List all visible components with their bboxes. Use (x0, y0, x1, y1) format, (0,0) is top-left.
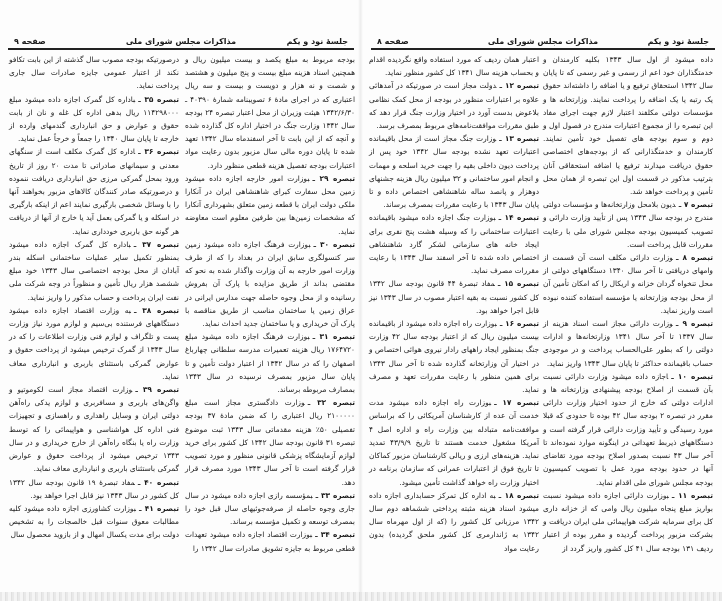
clause-paragraph (185, 396, 355, 488)
page-number: صفحه ۸ (377, 37, 409, 46)
page-8 (361, 0, 722, 601)
clause-number: تبصره ۴۱ ـ (138, 503, 180, 513)
clause-number: تبصره ۹ ـ (675, 319, 714, 329)
continued-paragraph (369, 53, 539, 79)
scan-artifact-strip (0, 592, 722, 601)
clause-number: تبصره ۱۴ ـ (498, 213, 540, 223)
clause-text: وزارت اقتصاد مجاز است لکوموتیو و واگن‌های باربری و مسافربری و لوازم یدکی راه‌آهن دولتی ایران و وسایل راهداری و راهسازی و تجهیزات فنی اداره کل هواشناسی و هواپیمائی را که توسط وزارت راه یا بنگاه راه‌آهن از خارج خریداری و در سال ۱۳۴۳ ترخیص میشود از پرداخت حقوق و عوارض گمرکی باستثنای باربری و انبارداری معاف نماید. (9, 385, 179, 474)
clause-text: مفاد تبصرهٔ ۴۴ قانون بودجه سال ۱۳۴۲ کل کشور نسبت به بقیه اعتبار مصوب در سال ۱۳۴۳ نیز قابل اجرا خواهد بود. (369, 279, 539, 315)
clause-number: تبصره ۱۸ ـ (498, 490, 540, 500)
continued-paragraph (9, 53, 179, 93)
clause-paragraph (543, 317, 713, 370)
clause-number: تبصره ۲۹ ـ (312, 173, 355, 183)
clause-text: به اداره کل تمرکز حسابداری اجازه داده میشود اسناد هزینه مثبته پرداختی ششماهه دوم سال ۱۳۴۲ مرزبانی کل کشور را (که از اول مهرماه سال ۱۳۴۲ به ژاندارمری کل کشور ملحق گردیده) بدون رعایت مواد (369, 490, 539, 553)
page-header (371, 36, 715, 50)
clause-number: تبصره ۳۲ ـ (307, 398, 356, 408)
clause-number: تبصره ۷ ـ (678, 200, 714, 210)
clause-text: بوزارت کشاورزی اجازه داده میشود کلیه مطالبات معوق سنوات قبل خالصجات را به تشخیص دولت برای مدت یکسال امهال و از بازوید محصول سال (9, 503, 179, 540)
clause-paragraph (185, 528, 355, 554)
clause-text: بمؤسسه رازی اجازه داده میشود در سال جاری وجوه حاصله از صرفه‌جوئیهای سال قبل خود را بمصرف توسعه و تکمیل مؤسسه برساند. (185, 490, 355, 527)
clause-number: تبصره ۱۲ ـ (499, 81, 540, 91)
session-label: جلسهٔ نود و یکم (647, 37, 709, 46)
clause-text: بوزارت راه اجازه داده میشود مدت خدمت آن عده از کارشناسان آمریکائی را که براساس موافقت‌نامه متبادله بین وزارت راه و اداره اصل ۴ آمریکا مشغول خدمت هستند تا تاریخ ۴۳/۹/۹ تمدید نماید. هزینه‌های ارزی و ریالی کارشناسان مزبور کماکان تا تاریخ فوق از اعتبارات عمرانی که سازمان برنامه در اختیار وزارت راه خواهد گذاشت تأمین میشود. (369, 398, 540, 487)
clause-number: تبصره ۳۸ ـ (133, 305, 180, 315)
clause-number: تبصره ۳۹ ـ (135, 385, 179, 395)
clause-text: اعتبار همان ردیف که مورد استفاده واقع نگردیده اقدام و بحساب هزینه سال ۱۳۴۱ کل کشور منظور نماید. (369, 55, 539, 78)
page-header (8, 36, 354, 50)
clause-paragraph (369, 317, 539, 396)
clause-number: تبصره ۳۷ ـ (133, 239, 179, 249)
clause-text: به وزارت اقتصاد اجازه داده میشود دستگاههای فرستنده بی‌سیم و لوازم مورد نیاز وزارت پست و تلگراف و لوازم فنی وزارت اطلاعات را که در سال ۱۳۴۳ از گمرک ترخیص میشود از پرداخت حقوق و عوارض گمرکی باستثنای باربری و انبارداری معاف نماید. (9, 305, 179, 381)
clause-text: داده میشود از اول سال ۱۳۴۳ بکلیه کارمندان و خدمتگذاران خود اعم از رسمی و غیر رسمی که تا پایان سال ۱۳۴۲ استحقاق ترفیع و یا اضافه را داشته‌اند حقوق یک رتبه یا یک اضافه را پرداخت نمایند. وزارتخانه ها و مؤسسات دولتی مکلفند اعتبار لازم جهت اجرای مفاد این تبصره را از مجموع اعتبارات مندرج در فصول اول و دوم و سوم بودجه های تفصیل خود تأمین نمایند. کارمندان و خدمتگذارانی که از بودجه‌های اختصاصی حقوق دریافت میدارند ترفیع یا اضافه استحقاقی آنان بترتیب مذکور در قسمت اول این تبصره از همان محل تأمین و پرداخت خواهد شد. (543, 55, 713, 197)
continued-paragraph (185, 53, 355, 172)
clause-text: دولت مجاز است در صورتیکه در آمدهائی علاوه بر اعتبارات منظور در بودجه از محل کمک نظامی بلاعوض بدست آورد در اختیار وزارت جنگ قرار دهد که طبق مقررات موافقت‌نامه‌های مربوط بمصرف برسد. (369, 81, 539, 131)
text-column-left (369, 53, 539, 555)
session-label: جلسهٔ نود و یکم (286, 37, 348, 46)
clause-number: تبصره ۳۶ ـ (138, 147, 179, 157)
clause-paragraph (9, 502, 179, 542)
clause-text: بوزارت دارائی اجازه داده میشود نسبت بواریز مبلغ پنجاه میلیون ریال وامی که از خزانه داری کل برای سرمایه شرکت هواپیمائی ملی ایران دریافت و بشرکت مزبور پرداخت گردیده و مقرر بوده از اعتبار ردیف ۱۳۱ بودجه سال ۴۱ کل کشور واریز گردد از (543, 490, 713, 553)
clause-text: باداره کل گمرک اجازه داده میشود مبلغ ۱۱۴۲۹۸۰۰۰ ریال بدهی اداره کل غله و نان از بابت حقوق و عوارض و حق انبارداری گندمهای وارده از خارجه تا پایان سال ۱۳۴۰ را جمعاً و خرجاً عمل نماید. (9, 94, 179, 144)
clause-text: بوزارت جنگ اجازه داده میشود باقیمانده اعتبارات ساختمانی را که وسیله هشت پنج نفری برای ایجاد خانه های سازمانی لشکر گارد شاهنشاهی اختصاص داده شده تا آخر اسفند سال ۱۳۴۳ با رعایت مقررات مصرف نماید. (369, 213, 539, 276)
clause-number: تبصره ۱۳ ـ (499, 134, 539, 144)
clause-paragraph (9, 304, 179, 383)
clause-number: تبصره ۱۵ ـ (497, 279, 539, 289)
clause-paragraph (185, 489, 355, 529)
clause-text: بوزارت فرهنگ اجازه داده میشود زمین سر کنسولگری سابق ایران در بغداد را که از طرف وزارت امور خارجه به آن وزارت واگذار شده به نحو که مقتضی بداند از طریق مزایده با پارک آن بفروش رسانیده و از محل وجوه حاصله جهت مدارس ایرانی در عراق زمین یا ساختمان مناسب از طریق مناقصه با پارک آن خریداری و یا ساختمان جدید احداث نماید. (185, 239, 355, 329)
text-column-right (543, 53, 713, 555)
clause-number: تبصره ۱۱ ـ (671, 490, 713, 500)
clause-paragraph (369, 211, 539, 277)
clause-number: تبصره ۱۶ ـ (499, 319, 540, 329)
header-title: مذاکرات مجلس شورای ملی (125, 37, 237, 46)
continued-paragraph (543, 53, 713, 198)
clause-text: وزارت جنگ مجاز است از محل باقیمانده اعتبارات تعهد نشده بودجه سال ۱۳۴۲ خود پس از پرداخت دیون داخلی بقیه را جهت خرید اسلحه و مهمات و انجام امور ساختمانی و ۳۲ میلیون ریال هزینه جشنهای دوهزار و پانصد ساله شاهنشاهی اختصاص داده و تا پایان سال ۱۳۴۳ با رعایت مقررات بمصرف برساند. (369, 134, 539, 210)
clause-number: تبصره ۳۱ ـ (312, 332, 355, 342)
clause-text: دیون بلامحل وزارتخانه‌ها و مؤسسات دولتی مندرج در بودجه سال ۱۳۴۳ پس از تأیید وزارت دارائی و تصویب کمیسیون بودجه مجلس شورای ملی با رعایت مقررات قابل پرداخت است. (543, 200, 713, 249)
text-column-left (9, 53, 179, 542)
page-number: صفحه ۹ (14, 37, 46, 46)
clause-number: تبصره ۳۵ ـ (138, 94, 179, 104)
clause-paragraph (9, 476, 179, 502)
clause-text: بوزارت اقتصاد اجازه داده میشود تعهدات قطعی مربوط به جایزه تشویق صادرات سال ۱۳۴۲ را (185, 530, 355, 553)
clause-text: بودجه مربوط به مبلغ یکصد و بیست میلیون ریال و همچنین اسناد هزینه مبلغ بیست و پنج میلیون و هشتصد و شصت و نه هزار و دویست و بیست و سه ریال اعتباری که در اجرای مادهٔ ۶ تصویبنامه شمارهٔ ۴۰۳۹۰ ـ ۱۳۴۲/۶/۳۰ هیئت وزیران از محل اعتبار تبصره ۲۴ بودجه سال ۱۳۴۲ وزارت جنگ در اختیار اداره کل گذارده شده و آنچه که از این بابت تا آخر اسفندماه سال ۱۳۴۲ تعهد شده تا پایان دوره مالی سال مزبور بدون رعایت مواد اعتبارات بودجه تفصیل هزینه قطعی منظور دارد. (185, 55, 356, 170)
clause-text: مفاد تبصرهٔ ۱۹ قانون بودجه سال ۱۳۴۲ کل کشور در سال ۱۳۴۳ نیز قابل اجرا خواهد بود. (9, 477, 179, 500)
clause-text: بوزارت امور خارجه اجازه داده میشود زمین محل سفارت کبرای شاهنشاهی ایران در آنکارا ملکی دولت ایران با قطعه زمین متعلق بشهرداری آنکارا که مشخصات زمین‌ها بین طرفین معلوم است معاوضه نماید. (185, 173, 355, 236)
clause-paragraph (185, 172, 355, 238)
clause-paragraph (185, 330, 355, 396)
clause-paragraph (543, 489, 713, 555)
clause-paragraph (9, 93, 179, 146)
clause-text: بوزارت راه اجازه داده میشود از باقیمانده بیست میلیون ریال که از اعتبار بودجه سال ۴۲ وزارت جنگ بمنظور ایجاد راههای رادار نیروی هوائی اختصاص و در اختیار آن وزارتخانه گذارده شده تا آخر سال ۱۳۴۳ برای همین منظور با رعایت مقررات تعهد و مصرف نماید. (369, 319, 539, 395)
clause-number: تبصره ۳۴ ـ (315, 530, 355, 540)
clause-number: تبصره ۴۰ ـ (137, 477, 179, 487)
header-title: مذاکرات مجلس شورای ملی (487, 37, 599, 46)
clause-paragraph (369, 277, 539, 317)
clause-text: وزارت دادگستری مجاز است مبلغ ۲۱۰۰۰۰۰ ریال اعتباری را که ضمن مادهٔ ۳۷ بودجه تفصیلی ۵۰٪ هزینه مقدماتی سال ۱۳۴۳ ثبت موضوع تبصره ۳۱ قانون بودجه سال ۱۳۴۲ کل کشور برای خرید لوازم آزمایشگاه پزشکی قانونی منظور و مورد تصویب قرار گرفته است تا آخر سال ۱۳۴۳ مورد مصرف قرار دهد. (185, 398, 356, 487)
clause-paragraph (369, 79, 539, 132)
clause-number: تبصره ۳۳ ـ (315, 490, 356, 500)
clause-text: اجازه داده میشود وزارت دارائی نسبت بآن قسمت از اصلاح بودجه پیشنهادی وزارتخانه ها و ادارات دولتی که خارج از حدود اختیار وزارت دارائی مقرر در تبصره ۲ بودجه سال ۴۲ بوده تا حدودی که قبلا مورد رسیدگی و تأیید وزارت دارائی قرار گرفته است و دستگاههای ذیربط تعهداتی در اینگونه موارد نموده‌اند تا آخر سال ۴۳ نسبت بصدور اصلاح بودجه مورد تقاضای آنها در حدود بودجه مورد عمل با تصویب کمیسیون بودجه مجلس شورای ملی اقدام نماید. (543, 371, 714, 487)
clause-text: اداره کل گمرک مکلف است از سنگهای معدنی و سیمانهای صادراتی تا مدت ۲۰ روز از تاریخ ورود بمحل گمرکی مرزی حق انبارداری دریافت ننموده و درصورتیکه صادر کنندگان کالاهای مزبور بخواهند آنها را با وسائل شخصی بارگیری نمایند اعم از اینکه بارگیری در اسکله و یا گمرکی بعمل آید یا خارج از آنها از دریافت هر گونه حق باربری خودداری نماید. (9, 147, 179, 236)
clause-number: تبصره ۱۰ ـ (671, 371, 713, 381)
clause-paragraph (543, 251, 713, 317)
text-column-right (185, 53, 355, 555)
clause-text: وزارت دارائی مجاز است اسناد هزینه از سال ۱۳۳۷ تا آخر سال ۱۳۴۱ وزارتخانه‌ها و ادارات دولتی را که بطور علی‌الحساب پرداخت و در موجودی حساب باقیمانده حداکثر تا پایان سال ۱۳۴۳ واریز نماید. (543, 319, 713, 368)
clause-paragraph (369, 489, 539, 555)
clause-paragraph (9, 383, 179, 475)
clause-text: بوزارت فرهنگ اجازه داده میشود مبلغ ۱۷۶۴۷۲۰ ریال هزینه تعمیرات مدرسه سلطانی چهارباغ اصفهان را که در سال ۱۳۴۲ از اعتبار دولت تأمین و تا پایان سال مزبور بمصرف نرسیده در سال ۱۳۴۳ بمصارف مربوطه برساند. (185, 332, 355, 395)
clause-paragraph (543, 370, 713, 489)
clause-text: درصورتیکه بودجه مصوب سال گذشته از این بابت تکافو نکند از اعتبار عمومی جایزه صادرات سال جاری پرداخت نماید. (9, 55, 179, 91)
clause-number: تبصره ۱۷ ـ (494, 398, 540, 408)
clause-text: باداره کل گمرک اجازه داده میشود بمنظور تکمیل سایر عملیات ساختمانی اسکله بندر آبادان از محل بودجه اختصاصی سال ۱۳۴۳ خود مبلغ ششصد هزار ریال تأمین و منظوراً در وجه شرکت ملی نفت ایران پرداخت و حساب مذکور را واریز نماید. (9, 239, 179, 302)
clause-number: تبصره ۸ ـ (675, 253, 713, 263)
clause-paragraph (369, 132, 539, 211)
clause-number: تبصره ۳۰ ـ (313, 239, 355, 249)
clause-paragraph (9, 145, 179, 237)
clause-paragraph (185, 238, 355, 330)
clause-paragraph (369, 396, 539, 488)
clause-text: وزارت دارائی مکلف است آن قسمت از وامهای دریافتی تا آخر سال ۱۳۴۰ دستگاههای دولتی از محل تنخواه گردان خزانه و اریکال را که امکان تأمین آن از محل بودجه وزارتخانه یا مؤسسه استفاده کننده نبوده است واریز نماید. (543, 253, 714, 315)
clause-paragraph (9, 238, 179, 304)
clause-paragraph (543, 198, 713, 251)
